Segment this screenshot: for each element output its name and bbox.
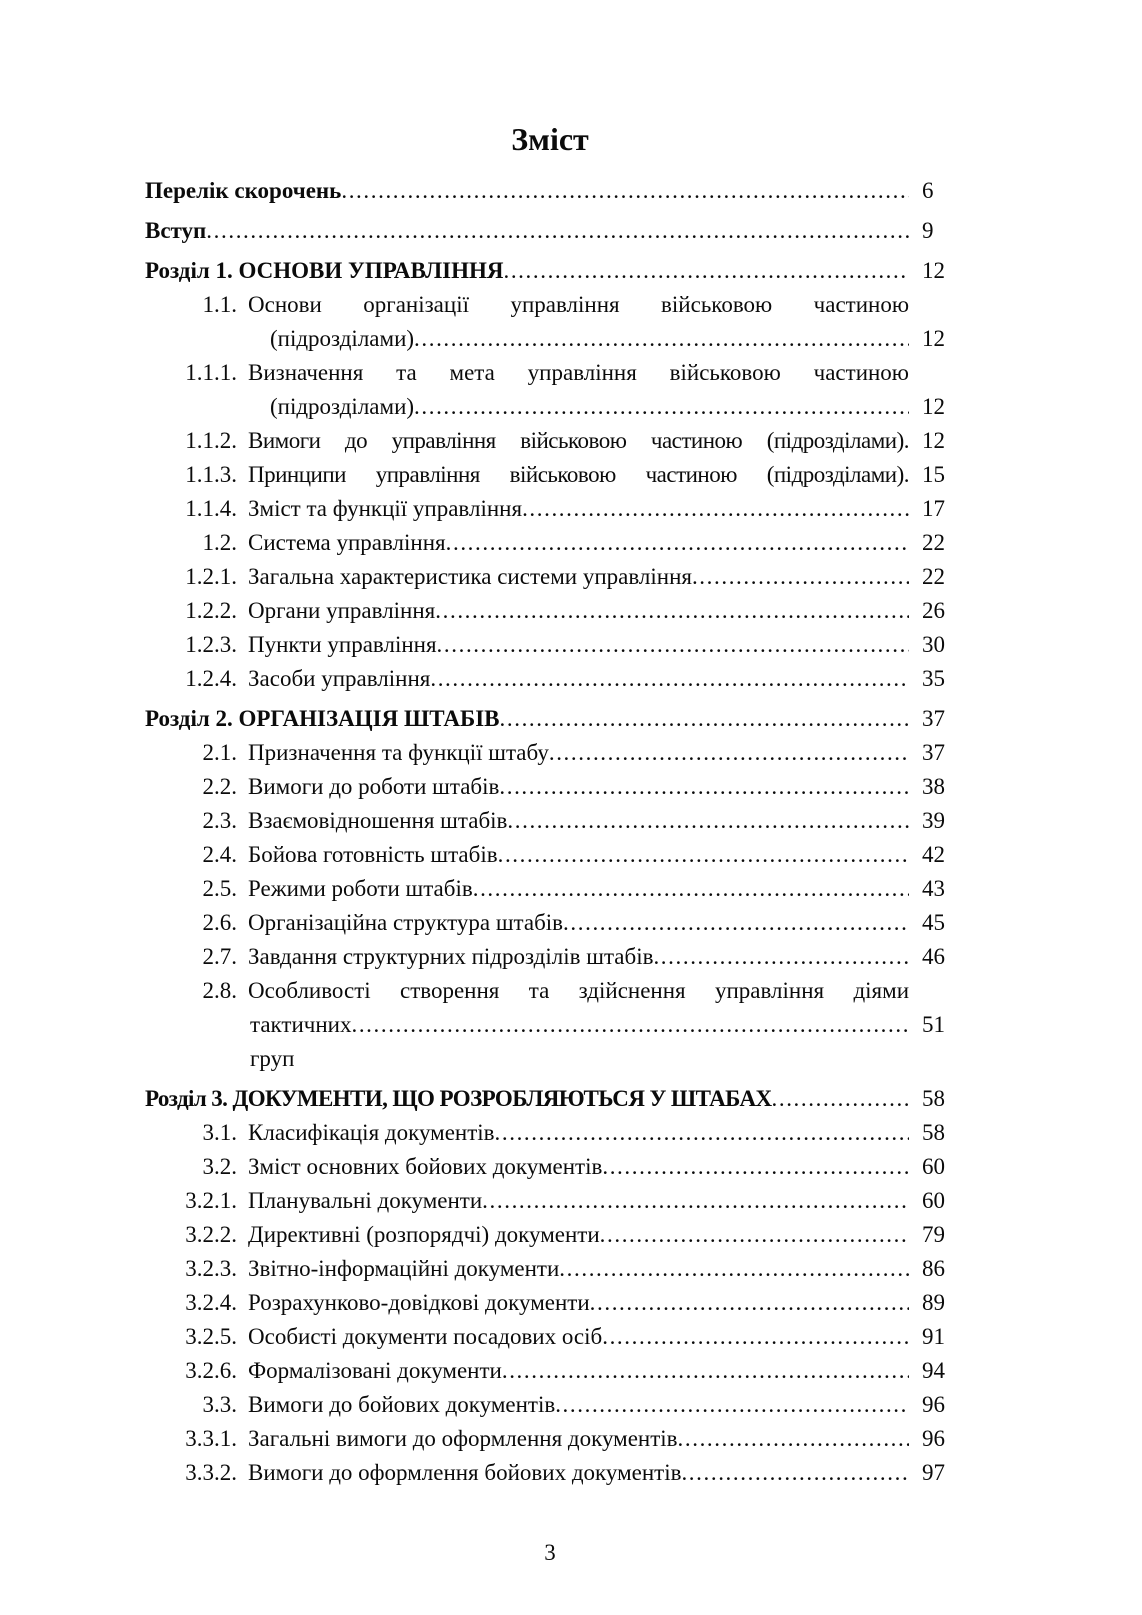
entry-page: 94 <box>922 1358 945 1383</box>
dot-leader <box>435 594 909 628</box>
entry-page: 30 <box>922 632 945 657</box>
entry-body <box>248 288 955 356</box>
entry-title: Організаційна структура штабів <box>248 910 564 935</box>
entry-page: 58 <box>922 1086 945 1111</box>
dot-leader <box>772 1082 910 1116</box>
entry-page: 22 <box>922 564 945 589</box>
page-title: Зміст <box>511 121 589 157</box>
entry-title: Вимоги до бойових документів <box>248 1392 556 1417</box>
entry-page: 38 <box>922 774 945 799</box>
entry-title: Звітно-інформаційні документи <box>248 1256 560 1281</box>
entry-title: Загальні вимоги до оформлення документів <box>248 1426 678 1451</box>
entry-number: 2.3. <box>202 808 237 833</box>
entry-title: Вимоги до роботи штабів <box>248 774 500 799</box>
toc-entry-section <box>145 974 955 1076</box>
entry-page: 60 <box>922 1188 945 1213</box>
entry-body <box>248 356 955 424</box>
entry-page: 15 <box>922 462 945 487</box>
dot-leader <box>351 1008 909 1042</box>
entry-page: 51 <box>922 1012 945 1037</box>
entry-title: Бойова готовність штабів <box>248 842 498 867</box>
entry-number: 3.3. <box>202 1392 237 1417</box>
entry-number: 1.1. <box>202 292 237 317</box>
entry-title: Формалізовані документи <box>248 1358 502 1383</box>
toc-entry-chapter <box>145 254 955 288</box>
toc-entry-subsection <box>145 1354 955 1388</box>
dot-leader <box>681 1456 909 1490</box>
entry-page: 91 <box>922 1324 945 1349</box>
toc-entry-subsection <box>145 1422 955 1456</box>
entry-number: 3.2.5. <box>185 1324 237 1349</box>
entry-title-line1: Основи організації управління військовою частиною <box>248 292 909 317</box>
toc-entry-subsection <box>145 356 955 424</box>
chapter-title: ОСНОВИ УПРАВЛІННЯ <box>238 258 504 283</box>
toc-entry-section <box>145 872 955 906</box>
entry-number: 3.2.1. <box>185 1188 237 1213</box>
entry-page: 35 <box>922 666 945 691</box>
dot-leader <box>500 702 909 736</box>
toc-entry-subsection <box>145 1184 955 1218</box>
entry-number: 3.2.4. <box>185 1290 237 1315</box>
entry-number: 1.2.3. <box>185 632 237 657</box>
entry-page: 96 <box>922 1392 945 1417</box>
dot-leader <box>473 872 909 906</box>
toc-entry-subsection <box>145 1456 955 1490</box>
entry-title-line2-row <box>248 390 955 424</box>
entry-page: 22 <box>922 530 945 555</box>
toc-entry-section <box>145 736 955 770</box>
dot-leader <box>563 906 909 940</box>
chapter-label <box>145 254 503 288</box>
entry-number: 2.2. <box>202 774 237 799</box>
dot-leader <box>602 1320 909 1354</box>
dot-leader <box>498 838 909 872</box>
entry-title: Перелік скорочень <box>145 178 342 203</box>
entry-title: Розрахунково-довідкові документи <box>248 1290 590 1315</box>
dot-leader <box>414 322 909 356</box>
entry-number: 2.5. <box>202 876 237 901</box>
entry-page: 97 <box>922 1460 945 1485</box>
toc-entry-chapter <box>145 702 955 736</box>
entry-number: 2.4. <box>202 842 237 867</box>
dot-leader <box>495 1116 909 1150</box>
entry-number: 1.1.1. <box>185 360 237 385</box>
toc-entry-section <box>145 804 955 838</box>
entry-page: 42 <box>922 842 945 867</box>
toc-entry-subsection <box>145 594 955 628</box>
entry-page: 43 <box>922 876 945 901</box>
dot-leader <box>414 390 909 424</box>
entry-number: 1.2.1. <box>185 564 237 589</box>
entry-page: 86 <box>922 1256 945 1281</box>
toc-entry-subsection <box>145 628 955 662</box>
chapter-label <box>145 702 500 736</box>
entry-number: 3.2.3. <box>185 1256 237 1281</box>
entry-title: Система управління <box>248 530 446 555</box>
entry-number: 3.1. <box>202 1120 237 1145</box>
entry-title: Вступ <box>145 218 207 243</box>
dot-leader <box>507 804 909 838</box>
toc-entry-chapter <box>145 1082 955 1116</box>
dot-leader <box>522 492 909 526</box>
entry-title: Класифікація документів <box>248 1120 495 1145</box>
dot-leader <box>502 1354 909 1388</box>
toc-entry-subsection <box>145 1286 955 1320</box>
entry-page: 9 <box>922 218 934 243</box>
toc-entry-front-matter <box>145 214 955 248</box>
toc-entry-section <box>145 838 955 872</box>
entry-page: 12 <box>922 326 945 351</box>
toc-entry-section <box>145 1150 955 1184</box>
dot-leader <box>653 940 909 974</box>
toc-entry-section <box>145 526 955 560</box>
entry-title: Завдання структурних підрозділів штабів <box>248 944 654 969</box>
entry-title: Пункти управління <box>248 632 437 657</box>
chapter-title: ОРГАНІЗАЦІЯ ШТАБІВ <box>238 706 500 731</box>
toc-entry-section <box>145 940 955 974</box>
entry-number: 1.1.2. <box>185 428 237 453</box>
entry-title: Директивні (розпорядчі) документи <box>248 1222 600 1247</box>
dot-leader <box>590 1286 909 1320</box>
toc-entry-subsection <box>145 1252 955 1286</box>
chapter-title: ДОКУМЕНТИ, ЩО РОЗРОБЛЯЮТЬСЯ У ШТАБАХ <box>232 1086 772 1111</box>
entry-number: 3.3.1. <box>185 1426 237 1451</box>
toc-entry-subsection <box>145 560 955 594</box>
chapter-number: Розділ 3. <box>145 1086 228 1111</box>
chapter-number: Розділ 2. <box>145 706 233 731</box>
entry-number: 1.1.3. <box>185 462 237 487</box>
entry-number: 3.2. <box>202 1154 237 1179</box>
dot-leader <box>602 1150 909 1184</box>
entry-number: 1.2.4. <box>185 666 237 691</box>
dot-leader <box>446 526 909 560</box>
entry-page: 39 <box>922 808 945 833</box>
dot-leader <box>555 1388 909 1422</box>
dot-leader <box>482 1184 909 1218</box>
entry-number: 2.6. <box>202 910 237 935</box>
dot-leader <box>559 1252 909 1286</box>
toc-entry-section <box>145 906 955 940</box>
entry-title: Особисті документи посадових осіб <box>248 1324 603 1349</box>
entry-page: 46 <box>922 944 945 969</box>
chapter-number: Розділ 1. <box>145 258 233 283</box>
entry-number: 2.7. <box>202 944 237 969</box>
dot-leader <box>437 628 909 662</box>
entry-title-line2-row <box>248 322 955 356</box>
entry-title: Органи управління <box>248 598 436 623</box>
entry-page: 12 <box>922 428 945 453</box>
toc-entry-front-matter <box>145 174 955 208</box>
entry-title: Зміст та функції управління <box>248 496 523 521</box>
entry-title: Режими роботи штабів <box>248 876 473 901</box>
entry-number: 2.8. <box>202 978 237 1003</box>
entry-title-line1: Визначення та мета управління військовою частиною <box>248 360 909 385</box>
entry-page: 6 <box>922 178 934 203</box>
entry-page: 37 <box>922 740 945 765</box>
entry-title-line1: Особливості створення та здійснення управління діями <box>248 978 909 1003</box>
entry-title: Принципи управління військовою частиною (підрозділами). <box>248 462 909 487</box>
entry-title: Зміст основних бойових документів <box>248 1154 603 1179</box>
entry-number: 1.2. <box>202 530 237 555</box>
entry-number: 3.2.2. <box>185 1222 237 1247</box>
page-number: 3 <box>544 1540 556 1565</box>
entry-title: Вимоги до управління військовою частиною (підрозділами). <box>248 428 909 453</box>
dot-leader <box>499 770 909 804</box>
entry-page: 26 <box>922 598 945 623</box>
chapter-label <box>145 1082 772 1116</box>
entry-page: 60 <box>922 1154 945 1179</box>
dot-leader <box>600 1218 909 1252</box>
entry-title-line2: (підрозділами) <box>270 394 415 419</box>
entry-page: 37 <box>922 706 945 731</box>
entry-page: 79 <box>922 1222 945 1247</box>
toc-entry-subsection <box>145 1320 955 1354</box>
dot-leader <box>206 214 909 248</box>
entry-number: 3.3.2. <box>185 1460 237 1485</box>
entry-title: Призначення та функції штабу <box>248 740 549 765</box>
dot-leader <box>341 174 909 208</box>
entry-page: 45 <box>922 910 945 935</box>
entry-title: Планувальні документи <box>248 1188 483 1213</box>
toc-entry-section <box>145 1388 955 1422</box>
toc-entry-section <box>145 770 955 804</box>
toc-entry-section <box>145 1116 955 1150</box>
toc-entry-subsection <box>145 458 955 492</box>
entry-title-line2: тактичних груп <box>250 1012 352 1071</box>
entry-title: Взаємовідношення штабів <box>248 808 508 833</box>
dot-leader <box>678 1422 909 1456</box>
dot-leader <box>549 736 909 770</box>
toc-entry-subsection <box>145 424 955 458</box>
entry-number: 1.2.2. <box>185 598 237 623</box>
toc-entry-subsection <box>145 662 955 696</box>
entry-title: Засоби управління <box>248 666 431 691</box>
entry-page: 58 <box>922 1120 945 1145</box>
entry-title: Загальна характеристика системи управління <box>248 564 692 589</box>
entry-page: 17 <box>922 496 945 521</box>
dot-leader <box>692 560 909 594</box>
toc-entry-subsection <box>145 492 955 526</box>
entry-title-line2-row <box>248 1008 955 1076</box>
entry-number: 3.2.6. <box>185 1358 237 1383</box>
toc-entry-section <box>145 288 955 356</box>
entry-title: Вимоги до оформлення бойових документів <box>248 1460 682 1485</box>
entry-page: 96 <box>922 1426 945 1451</box>
entry-page: 12 <box>922 394 945 419</box>
entry-page: 12 <box>922 258 945 283</box>
entry-number: 2.1. <box>202 740 237 765</box>
entry-title-line2: (підрозділами) <box>270 326 415 351</box>
entry-body <box>248 974 955 1076</box>
entry-page: 89 <box>922 1290 945 1315</box>
dot-leader <box>503 254 909 288</box>
dot-leader <box>430 662 909 696</box>
entry-number: 1.1.4. <box>185 496 237 521</box>
toc-entry-subsection <box>145 1218 955 1252</box>
